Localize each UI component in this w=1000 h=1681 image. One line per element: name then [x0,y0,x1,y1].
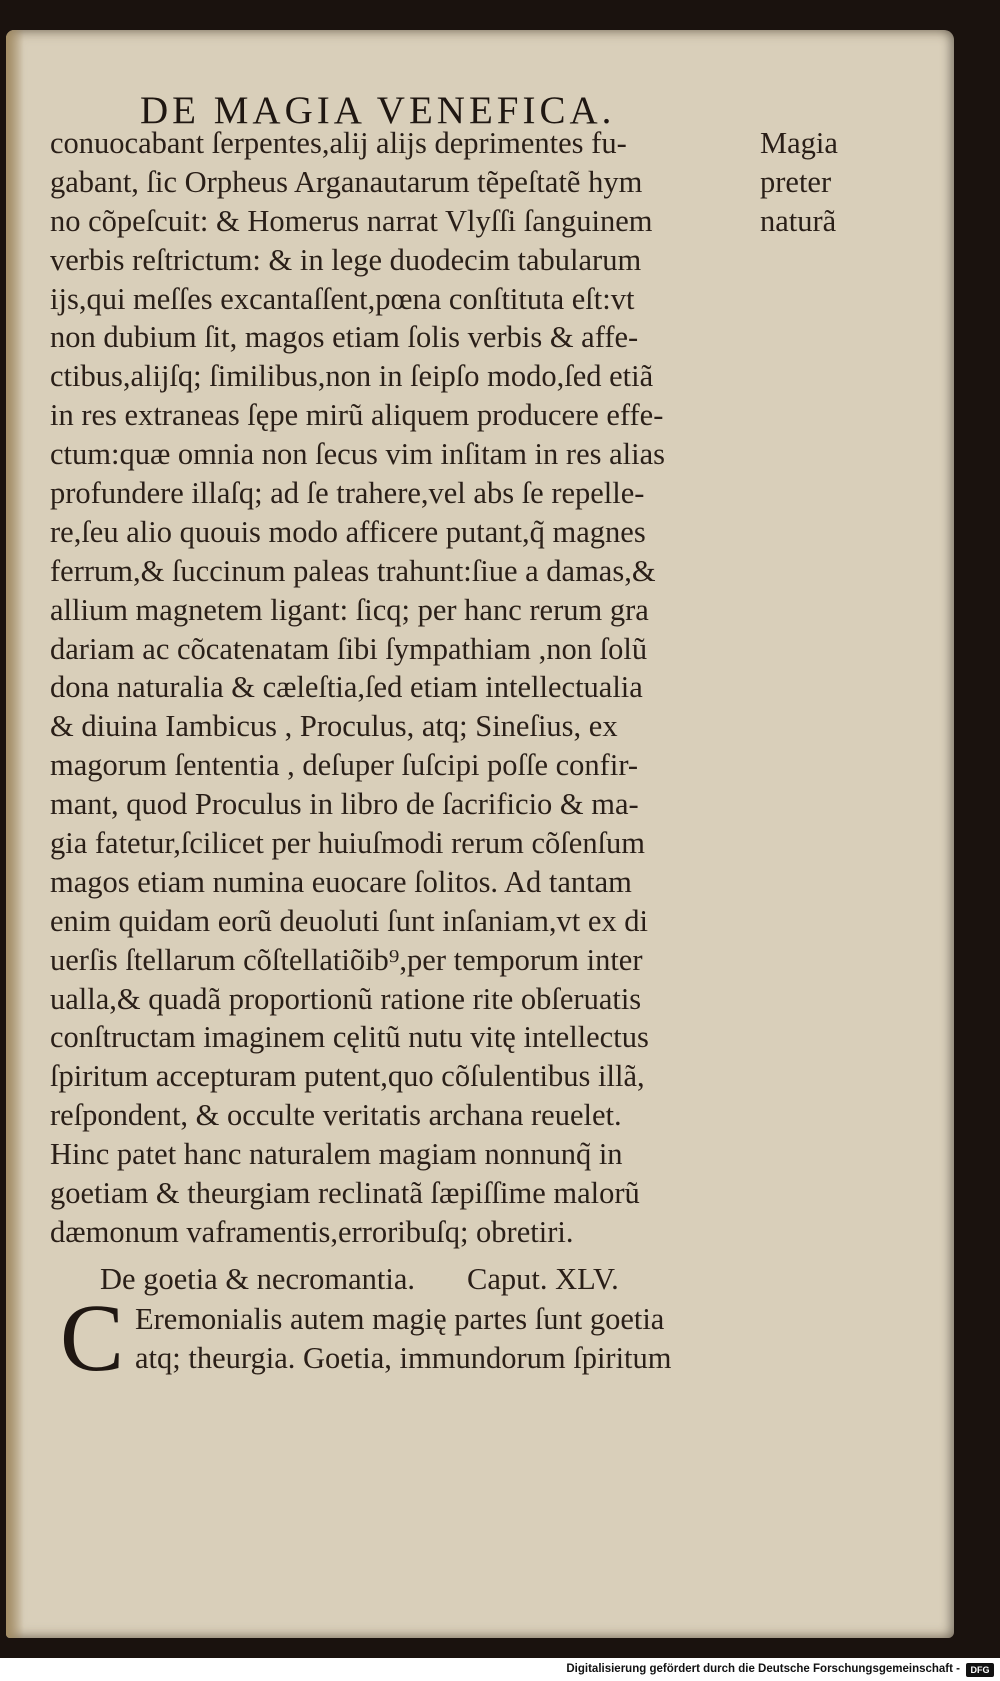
marginal-note-line: naturã [760,203,837,238]
chapter-text [135,1300,775,1378]
body-text-line: gia fatetur,ſcilicet per huiuſmodi rerum cõſenſum [50,826,646,861]
body-text-line: dona naturalia & cæleſtia,ſed etiam intellectualia [50,670,643,705]
body-text [50,124,760,1252]
body-text-line: uerſis ſtellarum cõſtellatiõib⁹,per temporum inter [50,942,643,977]
running-header: DE MAGIA VENEFICA. [140,89,616,132]
body-text-line: non dubium ſit, magos etiam ſolis verbis & affe- [50,320,639,355]
body-text-line: allium magnetem ligant: ſicq; per hanc rerum gra [50,592,649,627]
chapter-number: Caput. XLV. [467,1262,619,1296]
footer-credit: Digitalisierung gefördert durch die Deutsche Forschungsgemeinschaft - [566,1663,960,1675]
body-text-line: re,ſeu alio quouis modo afficere putant,q̃ magnes [50,514,646,549]
body-text-line: conſtructam imaginem cęlitũ nutu vitę intellectus [50,1020,649,1055]
body-text-line: ualla,& quadã proportionũ ratione rite obſeruatis [50,981,642,1016]
body-text-line: enim quidam eorũ deuoluti ſunt inſaniam,vt ex di [50,903,649,938]
body-text-line: ſpiritum accepturam putent,quo cõſulentibus illã, [50,1059,645,1094]
body-text-line: magos etiam numina euocare ſolitos. Ad tantam [50,864,632,899]
marginal-note [760,124,838,241]
body-text-line: magorum ſententia , deſuper ſuſcipi poſſe confir- [50,748,639,783]
drop-cap-initial: C [60,1284,125,1391]
chapter-title: De goetia & necromantia. [100,1262,416,1296]
body-text-line: & diuina Iambicus , Proculus, atq; Sineſius, ex [50,709,618,744]
body-text-line: gabant, ſic Orpheus Arganautarum tẽpeſtatẽ hym [50,164,643,199]
body-text-line: dæmonum vaframentis,erroribuſq; obretiri. [50,1214,574,1249]
body-text-line: ctibus,alijſq; ſimilibus,non in ſeipſo modo,ſed etiã [50,359,654,394]
body-text-line: dariam ac cõcatenatam ſibi ſympathiam ,non ſolũ [50,631,648,666]
body-text-line: ferrum,& ſuccinum paleas trahunt:ſiue a damas,& [50,553,656,588]
marginal-note-line: preter [760,164,832,199]
body-text-line: goetiam & theurgiam reclinatã ſæpiſſime malorũ [50,1176,640,1211]
chapter-text-line: atq; theurgia. Goetia, immundorum ſpiritum [135,1340,672,1375]
body-text-line: verbis reſtrictum: & in lege duodecim tabularum [50,242,642,277]
marginal-note-line: Magia [760,126,838,160]
chapter-heading [100,1262,619,1297]
body-text-line: no cõpeſcuit: & Homerus narrat Vlyſſi ſanguinem [50,203,653,238]
body-text-line: profundere illaſq; ad ſe trahere,vel abs ſe repelle- [50,476,645,511]
body-text-line: ijs,qui meſſes excantaſſent,pœna conſtituta eſt:vt [50,281,635,316]
body-text-line: reſpondent, & occulte veritatis archana reuelet. [50,1098,622,1133]
body-text-line: ctum:quæ omnia non ſecus vim inſitam in res alias [50,437,665,472]
dfg-logo: DFG [966,1663,994,1677]
body-text-line: in res extraneas ſępe mirũ aliquem producere effe- [50,398,664,433]
body-text-line: conuocabant ſerpentes,alij alijs deprimentes fu- [50,126,627,160]
body-text-line: mant, quod Proculus in libro de ſacrificio & ma- [50,787,639,822]
chapter-text-line: Eremonialis autem magię partes ſunt goetia [135,1302,665,1336]
body-text-line: Hinc patet hanc naturalem magiam nonnunq̃ in [50,1137,623,1172]
